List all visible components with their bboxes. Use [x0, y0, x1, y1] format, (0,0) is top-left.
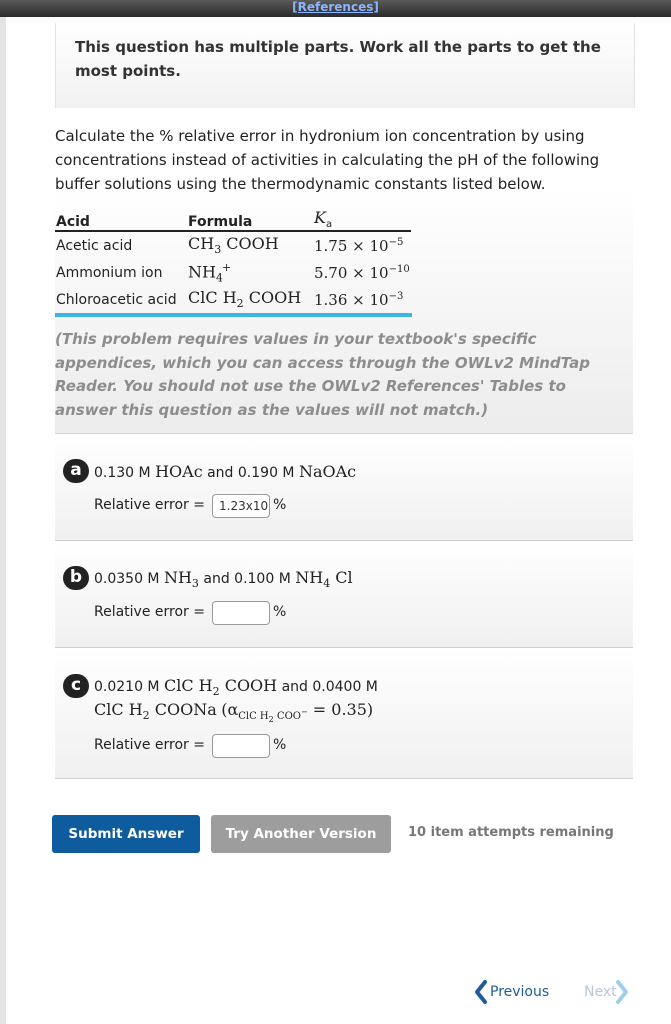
ka-symbol: K: [314, 208, 326, 228]
part-b: [55, 541, 633, 648]
relative-error-input-b[interactable]: [212, 601, 270, 625]
concentration: 0.130 M: [94, 465, 156, 481]
acid-name: Acetic acid: [56, 237, 133, 254]
concentration: and 0.100 M: [198, 571, 296, 587]
formula-subscript: 2: [236, 297, 244, 311]
formula-part: ClC H: [188, 288, 237, 308]
ka-subscript: a: [325, 219, 333, 230]
chevron-left-icon: [474, 980, 488, 1004]
table-row: [55, 231, 411, 259]
part-badge-b: b: [63, 566, 89, 590]
species: NH: [295, 568, 324, 587]
concentration: and 0.190 M: [202, 465, 299, 481]
activity-subscript-part: COO: [273, 710, 301, 722]
part-a: [55, 434, 633, 541]
multipart-notice: [55, 23, 635, 108]
part-badge-c: c: [63, 674, 89, 698]
left-strip: [0, 17, 6, 1024]
acid-ka: [313, 231, 411, 259]
notice-text: This question has multiple parts. Work all the parts to get the most points.: [75, 38, 601, 80]
question-intro: Calculate the % relative error in hydronium ion concentration by using concentrations instead of activities in calculating the pH of the following buffer solutions using the thermodynamic constants listed below.: [55, 127, 600, 193]
table-row: [55, 286, 411, 313]
part-badge-a: a: [63, 459, 89, 483]
top-bar: [0, 0, 671, 17]
acid-name: Chloroacetic acid: [56, 291, 177, 308]
formula-subscript: 4: [215, 271, 223, 285]
relative-error-label: Relative error =: [94, 604, 205, 620]
species: ClC H: [163, 676, 213, 695]
formula-part: COOH: [243, 288, 302, 308]
table-accent-bar: [55, 313, 412, 317]
activity-subscript-part: −: [300, 707, 308, 717]
formula-superscript: +: [221, 260, 232, 274]
previous-label: Previous: [490, 984, 550, 1000]
relative-error-input-a[interactable]: 1.23x10: [212, 494, 270, 518]
acid-formula: [187, 286, 313, 313]
relative-error-label: Relative error =: [94, 737, 205, 753]
formula-part: CH: [188, 234, 215, 254]
part-c-prompt-line2: [94, 700, 373, 724]
species: Cl: [330, 568, 353, 587]
constants-table: [55, 208, 411, 313]
attempts-remaining: 10 item attempts remaining: [408, 825, 614, 840]
header-ka: [313, 208, 411, 231]
formula-part: COOH: [221, 234, 279, 254]
ka-exponent: −5: [388, 236, 404, 248]
formula-subscript: 3: [214, 243, 222, 257]
ka-mantissa: 1.75 × 10: [314, 236, 389, 255]
acid-formula: [187, 231, 313, 259]
species: NH: [163, 568, 192, 587]
acid-name: Ammonium ion: [56, 264, 163, 281]
question-body: [55, 108, 633, 434]
species: COONa: [149, 700, 217, 719]
relative-error-input-c[interactable]: [212, 734, 270, 758]
part-c: [55, 648, 633, 779]
try-another-version-button[interactable]: Try Another Version: [211, 815, 391, 853]
part-c-prompt-line1: [94, 676, 378, 698]
species: NaOAc: [298, 462, 357, 481]
activity-subscript-part: ClC H: [238, 710, 269, 722]
formula-part: NH: [188, 262, 216, 282]
next-label: Next: [584, 984, 617, 1000]
acid-formula: [187, 259, 313, 286]
activity-subscript: [238, 707, 308, 724]
table-row: [55, 259, 411, 286]
species-subscript: 3: [191, 576, 199, 590]
percent-unit: %: [273, 737, 287, 753]
percent-unit: %: [273, 497, 287, 513]
concentration: and 0.0400 M: [277, 679, 378, 695]
references-link[interactable]: [References]: [292, 0, 379, 14]
species: COOH: [219, 676, 278, 695]
species-subscript: 2: [142, 708, 150, 722]
part-b-prompt: [94, 568, 353, 590]
ka-exponent: −3: [388, 290, 404, 302]
activity-subscript-part: 2: [268, 714, 274, 724]
relative-error-label: Relative error =: [94, 497, 205, 513]
submit-answer-button[interactable]: Submit Answer: [52, 815, 200, 853]
chevron-right-icon: [615, 980, 629, 1004]
acid-ka: [313, 259, 411, 286]
species-subscript: 4: [323, 576, 331, 590]
concentration: 0.0210 M: [94, 679, 164, 695]
header-formula: Formula: [187, 208, 313, 231]
acid-ka: [313, 286, 411, 313]
activity-value: = 0.35): [307, 700, 374, 719]
concentration: 0.0350 M: [94, 571, 164, 587]
header-acid: Acid: [55, 208, 187, 231]
constants-header-row: [55, 208, 411, 231]
ka-mantissa: 1.36 × 10: [314, 290, 389, 309]
species: ClC H: [94, 700, 143, 719]
species: HOAc: [155, 462, 203, 481]
part-a-prompt: [94, 462, 356, 481]
percent-unit: %: [273, 604, 287, 620]
species-subscript: 2: [212, 684, 220, 698]
ka-mantissa: 5.70 × 10: [314, 263, 389, 282]
appendix-note: (This problem requires values in your textbook's specific appendices, which you can access through the OWLv2 MindTap Reader. You should not use the OWLv2 References' Tables to answer this question as the values will not match.): [55, 330, 590, 419]
ka-exponent: −10: [388, 263, 410, 275]
activity-coefficient: (α: [221, 700, 239, 719]
